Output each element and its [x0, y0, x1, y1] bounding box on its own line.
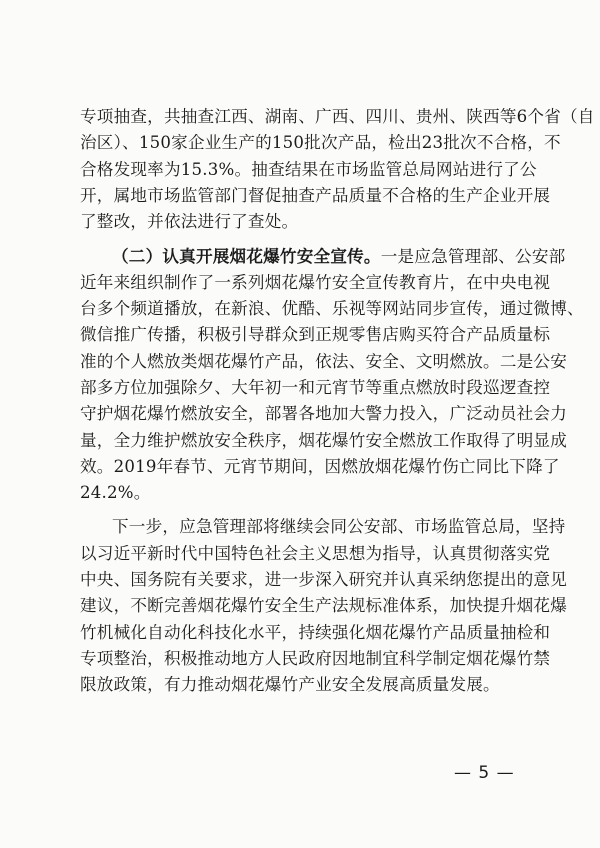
text-line: 治区）、150家企业生产的150批次产品，检出23批次不合格，不: [80, 133, 561, 153]
text-line: 专项整治，积极推动地方人民政府因地制宜科学制定烟花爆竹禁: [80, 648, 551, 668]
text-line: 竹机械化自动化科技化水平，持续强化烟花爆竹产品质量抽检和: [80, 622, 551, 642]
text-line: 合格发现率为15.3%。抽查结果在市场监管总局网站进行了公: [80, 159, 537, 179]
text-line: 效。2019年春节、元宵节期间，因燃放烟花爆竹伤亡同比下降了: [80, 456, 560, 476]
text-line: 限放政策，有力推动烟花爆竹产业安全发展高质量发展。: [80, 675, 500, 695]
text-line: 中央、国务院有关要求，进一步深入研究并认真采纳您提出的意见: [80, 570, 568, 590]
text-line: 以习近平新时代中国特色社会主义思想为指导，认真贯彻落实党: [80, 543, 551, 563]
text-line: 微信推广传播，积极引导群众到正规零售店购买符合产品质量标: [80, 325, 551, 345]
paragraph-first-line: [80, 243, 566, 269]
text-line: 守护烟花爆竹燃放安全，部署各地加大警力投入，广泛动员社会力: [80, 404, 568, 424]
text-line: 近年来组织制作了一系列烟花爆竹安全宣传教育片，在中央电视: [80, 272, 551, 292]
text-line: 专项抽查，共抽查江西、湖南、广西、四川、贵州、陕西等6个省（自: [80, 107, 595, 126]
text-run: 一是应急管理部、公安部: [380, 247, 566, 267]
text-line: 开，属地市场监管部门督促抽查产品质量不合格的生产企业开展: [80, 185, 551, 205]
section-heading: （二）认真开展烟花爆竹安全宣传。: [112, 246, 381, 267]
text-line: 部多方位加强除夕、大年初一和元宵节等重点燃放时段巡逻查控: [80, 377, 551, 397]
text-line: 建议，不断完善烟花爆竹安全生产法规标准体系，加快提升烟花爆: [80, 596, 568, 616]
page-number: — 5 —: [454, 763, 515, 783]
text-line: 准的个人燃放类烟花爆竹产品，依法、安全、文明燃放。二是公安: [80, 351, 568, 371]
text-run: 下一步，应急管理部将继续会同公安部、市场监管总局，坚持: [112, 517, 566, 537]
text-line: 了整改，并依法进行了查处。: [80, 212, 299, 232]
body-text: [80, 104, 595, 699]
text-line: 量，全力维护燃放安全秩序，烟花爆竹安全燃放工作取得了明显成: [80, 430, 568, 450]
text-line: 24.2%。: [80, 483, 151, 503]
paragraph-first-line: [80, 514, 566, 540]
text-line: 台多个频道播放，在新浪、优酷、乐视等网站同步宣传，通过微博、: [80, 299, 584, 319]
